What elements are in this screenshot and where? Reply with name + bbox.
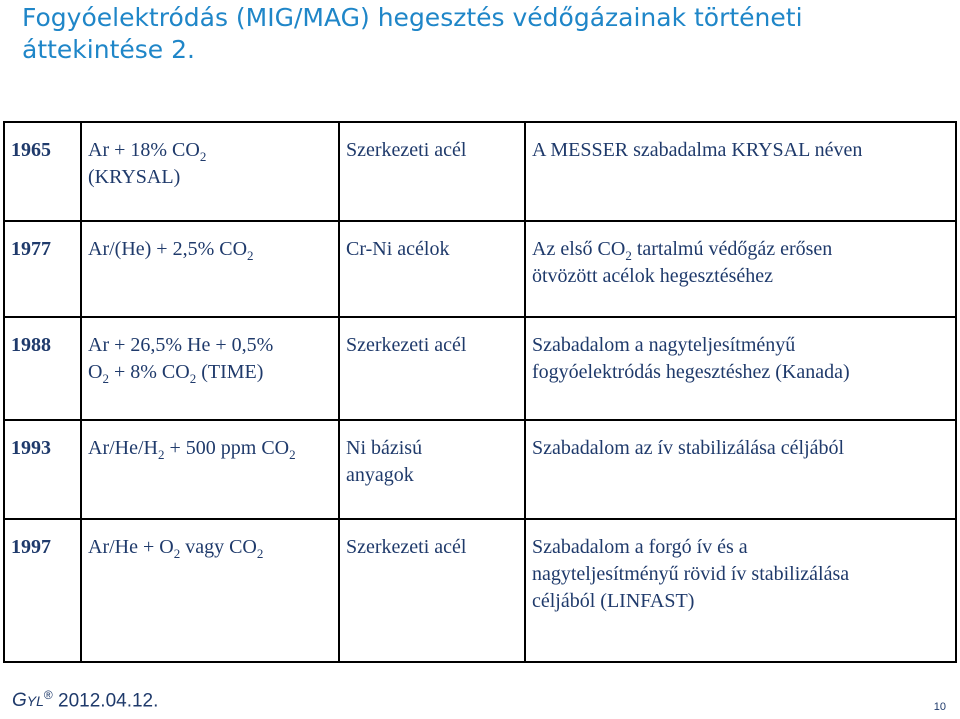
author-logo: GYL	[12, 690, 44, 712]
gas-cell: Ar + 18% $CO_2$ (KRYSAL)	[81, 122, 339, 221]
note-cell: Szabadalom a nagyteljesítményű fogyóelektródás hegesztéshez (Kanada)	[525, 317, 956, 420]
year-cell: 1997	[4, 519, 81, 662]
slide-title-line-2: áttekintése 2.	[22, 35, 195, 64]
table-row	[4, 221, 956, 317]
history-table	[3, 121, 957, 663]
material-cell: Szerkezeti acél	[339, 519, 525, 662]
year-cell: 1993	[4, 420, 81, 519]
footer-date: 2012.04.12.	[52, 690, 159, 712]
year-cell: 1977	[4, 221, 81, 317]
slide-title-line-1: Fogyóelektródás (MIG/MAG) hegesztés védőgázainak történeti	[22, 3, 803, 32]
note-cell: A MESSER szabadalma KRYSAL néven	[525, 122, 956, 221]
gas-cell: $Ar/He/H_2 + 500$ ppm $CO_2$	[81, 420, 339, 519]
slide-title	[22, 2, 942, 66]
year-cell: 1965	[4, 122, 81, 221]
material-cell: Ni bázisú anyagok	[339, 420, 525, 519]
table-row	[4, 519, 956, 662]
material-cell: Cr-Ni acélok	[339, 221, 525, 317]
year-cell: 1988	[4, 317, 81, 420]
table-row	[4, 122, 956, 221]
gas-cell: $Ar/He + O_2$ vagy $CO_2$	[81, 519, 339, 662]
gas-cell: Ar/(He) + 2,5% $CO_2$	[81, 221, 339, 317]
page-number: 10	[933, 701, 946, 713]
note-cell: Szabadalom az ív stabilizálása céljából	[525, 420, 956, 519]
material-cell: Szerkezeti acél	[339, 122, 525, 221]
footer-author-date	[12, 688, 158, 712]
material-cell: Szerkezeti acél	[339, 317, 525, 420]
table-row	[4, 317, 956, 420]
table-row	[4, 420, 956, 519]
note-cell: Az első $CO_2$ tartalmú védőgáz erősen ötvözött acélok hegesztéséhez	[525, 221, 956, 317]
note-cell: Szabadalom a forgó ív és a nagyteljesítményű rövid ív stabilizálása céljából (LINFAST)	[525, 519, 956, 662]
gas-cell: Ar + 26,5% He + 0,5% $O_2 + 8\%$ $CO_2$ (TIME)	[81, 317, 339, 420]
registered-mark: ®	[43, 688, 53, 702]
